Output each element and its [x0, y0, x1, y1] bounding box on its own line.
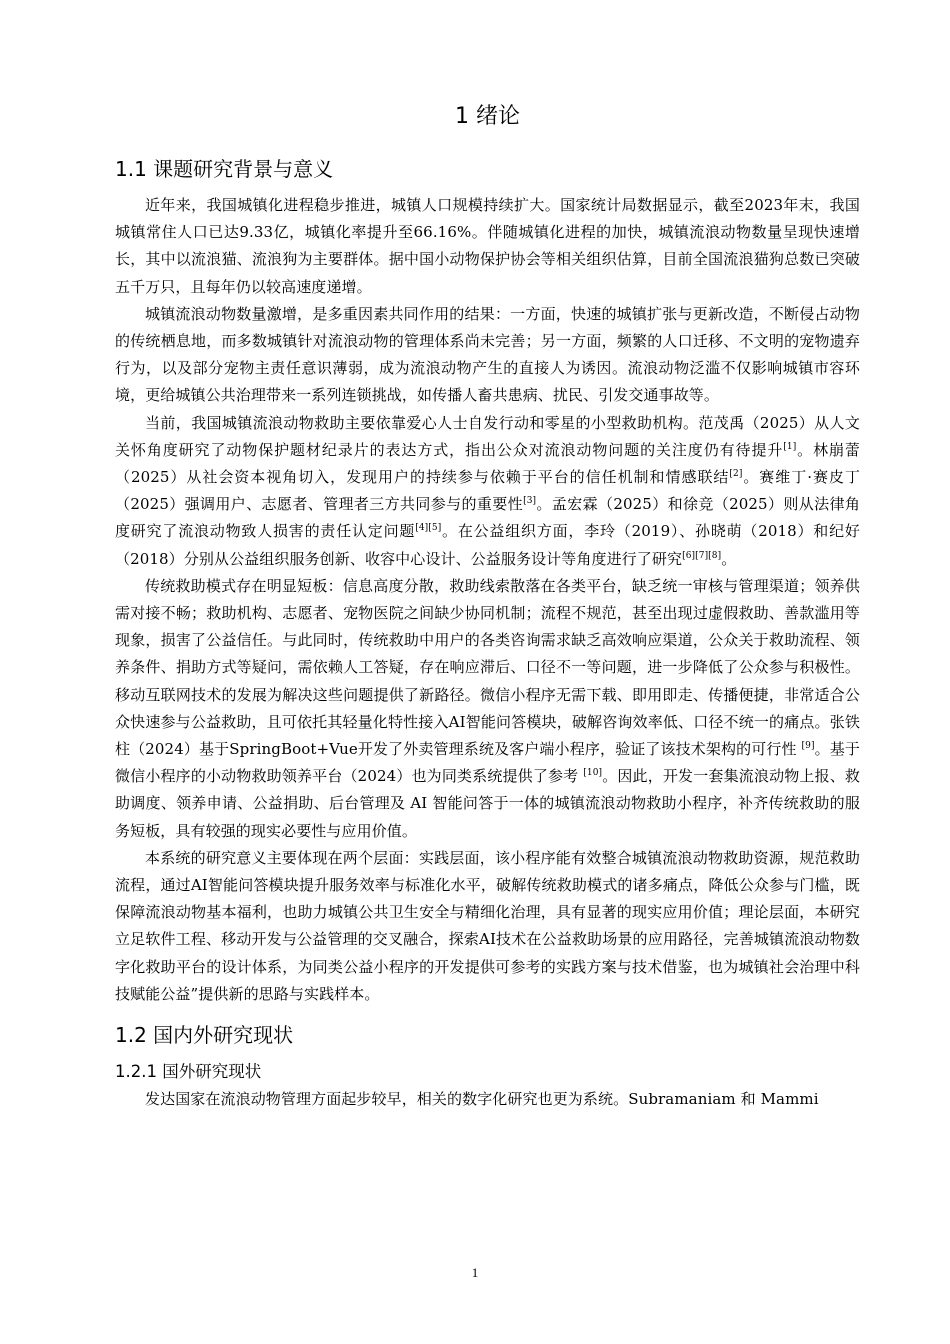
paragraph-background-4: [115, 573, 860, 845]
text-run: 。在公益组织方面，李玲（2019）、孙晓萌（2018）和纪好（2018）分别从公益组织服务创新、收容中心设计、公益服务设计等角度进行了研究: [115, 522, 860, 568]
page-content: [115, 100, 860, 1113]
text-run: 。赛维丁·赛皮丁（2025）强调用户、志愿者、管理者三方共同参与的重要性: [115, 468, 860, 514]
text-run: 当前，我国城镇流浪动物救助主要依靠爱心人士自发行动和零星的小型救助机构。范茂禹（2025）从人文关怀角度研究了动物保护题材纪录片的表达方式，指出公众对流浪动物问题的关注度仍有待提升: [115, 413, 860, 459]
text-run: 。林崩蕾（2025）从社会资本视角切入，发现用户的持续参与依赖于平台的信任机制和情感联结: [115, 440, 860, 487]
paragraph-significance: 本系统的研究意义主要体现在两个层面：实践层面，该小程序能有效整合城镇流浪动物救助资源，规范救助流程，通过AI智能问答模块提升服务效率与标准化水平，破解传统救助模式的诸多痛点，降低公众参与门槛，既保障流浪动物基本福利，也助力城镇公共卫生安全与精细化治理，具有显著的现实应用价值；理论层面，本研究立足软件工程、移动开发与公益管理的交叉融合，探索AI技术在公益救助场景的应用路径，完善城镇流浪动物数字化救助平台的设计体系，为同类公益小程序的开发提供可参考的实践方案与技术借鉴，也为城镇社会治理中科技赋能公益”提供新的思路与实践样本。: [115, 848, 860, 1003]
paragraph-foreign-research: 发达国家在流浪动物管理方面起步较早，相关的数字化研究也更为系统。Subramaniam 和 Mammi: [145, 1090, 819, 1109]
paragraph-background-2: 城镇流浪动物数量激增，是多重因素共同作用的结果：一方面，快速的城镇扩张与更新改造，不断侵占动物的传统栖息地，而多数城镇针对流浪动物的管理体系尚未完善；另一方面，频繁的人口迁移、不文明的宠物遗弃行为，以及部分宠物主责任意识薄弱，成为流浪动物产生的直接人为诱因。流浪动物泛滥不仅影响城镇市容环境，更给城镇公共治理带来一系列连锁挑战，如传播人畜共患病、扰民、引发交通事故等。: [115, 304, 860, 405]
text-run: 。孟宏霖（2025）和徐竞（2025）则从法律角度研究了流浪动物致人损害的责任认定问题: [115, 495, 860, 541]
subsection-heading-1-2-1: 1.2.1 国外研究现状: [115, 1062, 262, 1082]
section-heading-1-2: 1.2 国内外研究现状: [115, 1023, 294, 1048]
paragraph-background-3: [115, 410, 860, 573]
section-heading-1-1: 1.1 课题研究背景与意义: [115, 157, 334, 181]
citation-ref: [1]: [783, 441, 797, 452]
text-run: 。基于微信小程序的小动物救助领养平台（2024）也为同类系统提供了参考: [115, 740, 860, 786]
chapter-title: 1 绪论: [455, 104, 520, 129]
paragraph-background-1: 近年来，我国城镇化进程稳步推进，城镇人口规模持续扩大。国家统计局数据显示，截至2023年末，我国城镇常住人口已达9.33亿，城镇化率提升至66.16%。伴随城镇化进程的加快，城镇流浪动物数量呈现快速增长，其中以流浪猫、流浪狗为主要群体。据中国小动物保护协会等相关组织估算，目前全国流浪猫狗总数已突破五千万只，且每年仍以较高速度递增。: [115, 196, 860, 296]
citation-ref: [2]: [729, 469, 743, 480]
citation-ref: [4][5]: [415, 523, 442, 534]
citation-ref: [9]: [801, 741, 815, 752]
citation-ref: [3]: [523, 496, 537, 507]
page-number: 1: [471, 1265, 479, 1280]
text-run: 传统救助模式存在明显短板：信息高度分散，救助线索散落在各类平台，缺乏统一审核与管理渠道；领养供需对接不畅；救助机构、志愿者、宠物医院之间缺少协同机制；流程不规范，甚至出现过虚假救助、善款滥用等现象，损害了公益信任。与此同时，传统救助中用户的各类咨询需求缺乏高效响应渠道，公众关于救助流程、领养条件、捐助方式等疑问，需依赖人工答疑，存在响应滞后、口径不一等问题，进一步降低了公众参与积极性。移动互联网技术的发展为解决这些问题提供了新路径。微信小程序无需下载、即用即走、传播便捷，非常适合公众快速参与公益救助，且可依托其轻量化特性接入AI智能问答模块，破解咨询效率低、口径不统一的痛点。张铁柱（2024）基于SpringBoot+Vue开发了外卖管理系统及客户端小程序，验证了该技术架构的可行性: [115, 576, 860, 759]
citation-ref: [6][7][8]: [682, 550, 722, 561]
text-run: 。因此，开发一套集流浪动物上报、救助调度、领养申请、公益捐助、后台管理及 AI 智能问答于一体的城镇流浪动物救助小程序，补齐传统救助的服务短板，具有较强的现实必要性与应用价值。: [115, 767, 861, 840]
citation-ref: [10]: [583, 768, 603, 779]
text-run: 。: [721, 549, 737, 568]
